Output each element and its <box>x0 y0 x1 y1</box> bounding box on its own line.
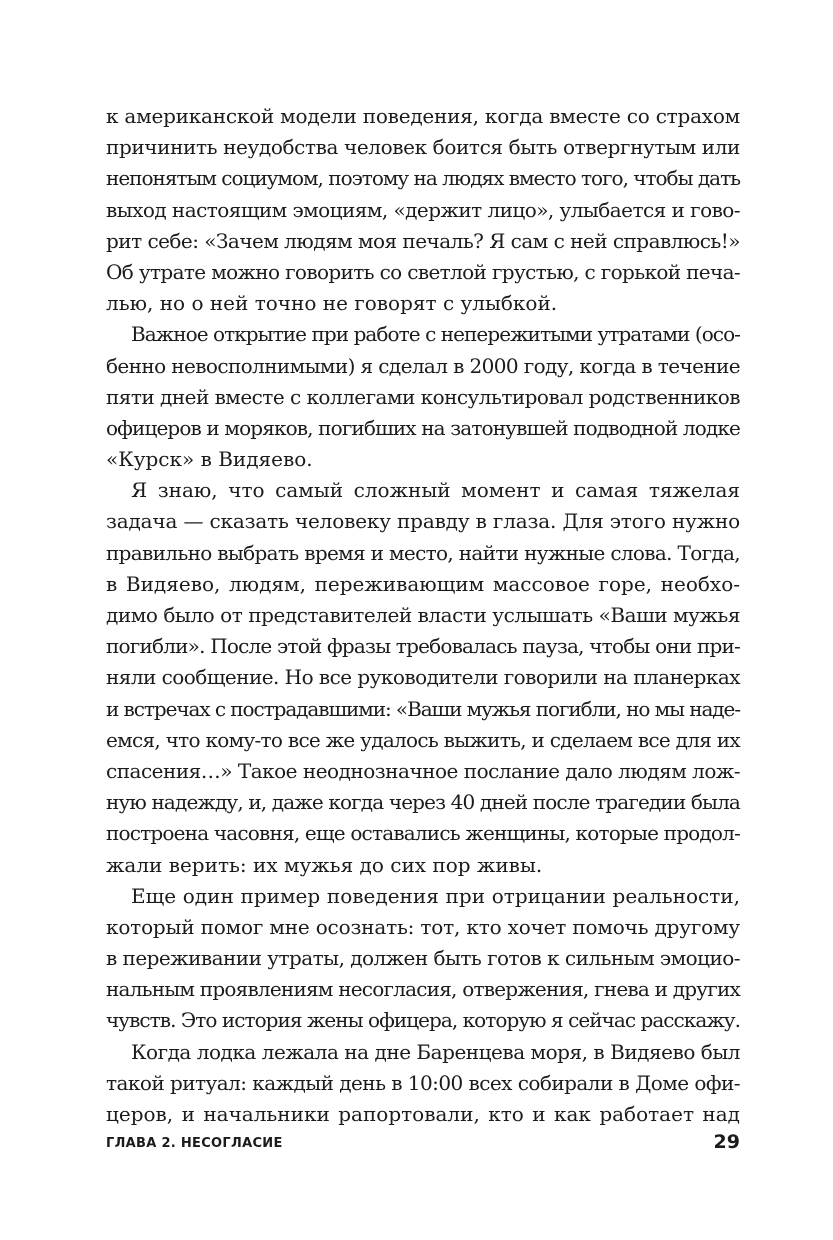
text-line: Важное открытие при работе с непережитыми утратами (осо- <box>131 322 740 347</box>
text-line: Еще один пример поведения при отрицании реальности, <box>131 883 740 908</box>
text-line: Я знаю, что самый сложный момент и самая тяжелая <box>131 478 740 503</box>
text-line: церов, и начальники рапортовали, кто и как работает над <box>106 1102 740 1126</box>
text-line: который помог мне осознать: тот, кто хочет помочь другому <box>106 914 740 939</box>
text-line: Когда лодка лежала на дне Баренцева моря, в Видяево был <box>131 1039 741 1064</box>
text-line: выход настоящим эмоциям, «держит лицо», улыбается и гово- <box>106 197 740 222</box>
page-number: 29 <box>713 1131 740 1153</box>
text-line: пяти дней вместе с коллегами консультировал родственников <box>106 384 740 409</box>
text-line: спасения…» Такое неоднозначное послание дало людям лож- <box>106 758 741 783</box>
text-line: «Курск» в Видяево. <box>106 447 313 472</box>
text-line: в Видяево, людям, переживающим массовое горе, необхо- <box>106 571 740 596</box>
text-line: и встречах с пострадавшими: «Ваши мужья погибли, но мы наде- <box>106 696 740 721</box>
text-line: задача — сказать человеку правду в глаза. Для этого нужно <box>106 509 741 534</box>
text-line: погибли». После этой фразы требовалась пауза, чтобы они при- <box>106 634 741 659</box>
text-line: няли сообщение. Но все руководители говорили на планерках <box>106 665 741 690</box>
text-line: лью, но о ней точно не говорят с улыбкой. <box>106 291 558 316</box>
text-line: емся, что кому-то все же удалось выжить, и сделаем все для их <box>106 727 740 752</box>
body-text <box>106 101 740 1130</box>
text-line: чувств. Это история жены офицера, которую я сейчас расскажу. <box>106 1008 740 1033</box>
text-line: ную надежду, и, даже когда через 40 дней после трагедии была <box>106 790 740 815</box>
text-line: Об утрате можно говорить со светлой грустью, с горькой печа- <box>106 259 740 284</box>
text-line: жали верить: их мужья до сих пор живы. <box>106 852 543 877</box>
text-line: в переживании утраты, должен быть готов к сильным эмоцио- <box>106 946 740 971</box>
text-line: димо было от представителей власти услышать «Ваши мужья <box>106 603 740 627</box>
text-line: такой ритуал: каждый день в 10:00 всех собирали в Доме офи- <box>106 1070 741 1095</box>
running-footer-chapter: ГЛАВА 2. НЕСОГЛАСИЕ <box>106 1136 283 1151</box>
text-line: рит себе: «Зачем людям моя печаль? Я сам с ней справлюсь!» <box>106 228 741 253</box>
text-line: нальным проявлениям несогласия, отвержения, гнева и других <box>106 977 741 1002</box>
text-line: офицеров и моряков, погибших на затонувшей подводной лодке <box>106 415 740 440</box>
text-line: правильно выбрать время и место, найти нужные слова. Тогда, <box>106 540 740 565</box>
text-line: к американской модели поведения, когда вместе со страхом <box>106 104 741 128</box>
text-line: непонятым социумом, поэтому на людях вместо того, чтобы дать <box>106 166 740 191</box>
text-line: причинить неудобства человек боится быть отвергнутым или <box>106 135 740 160</box>
text-line: бенно невосполнимыми) я сделал в 2000 году, когда в течение <box>106 353 741 378</box>
text-line: построена часовня, еще оставались женщины, которые продол- <box>106 821 741 846</box>
